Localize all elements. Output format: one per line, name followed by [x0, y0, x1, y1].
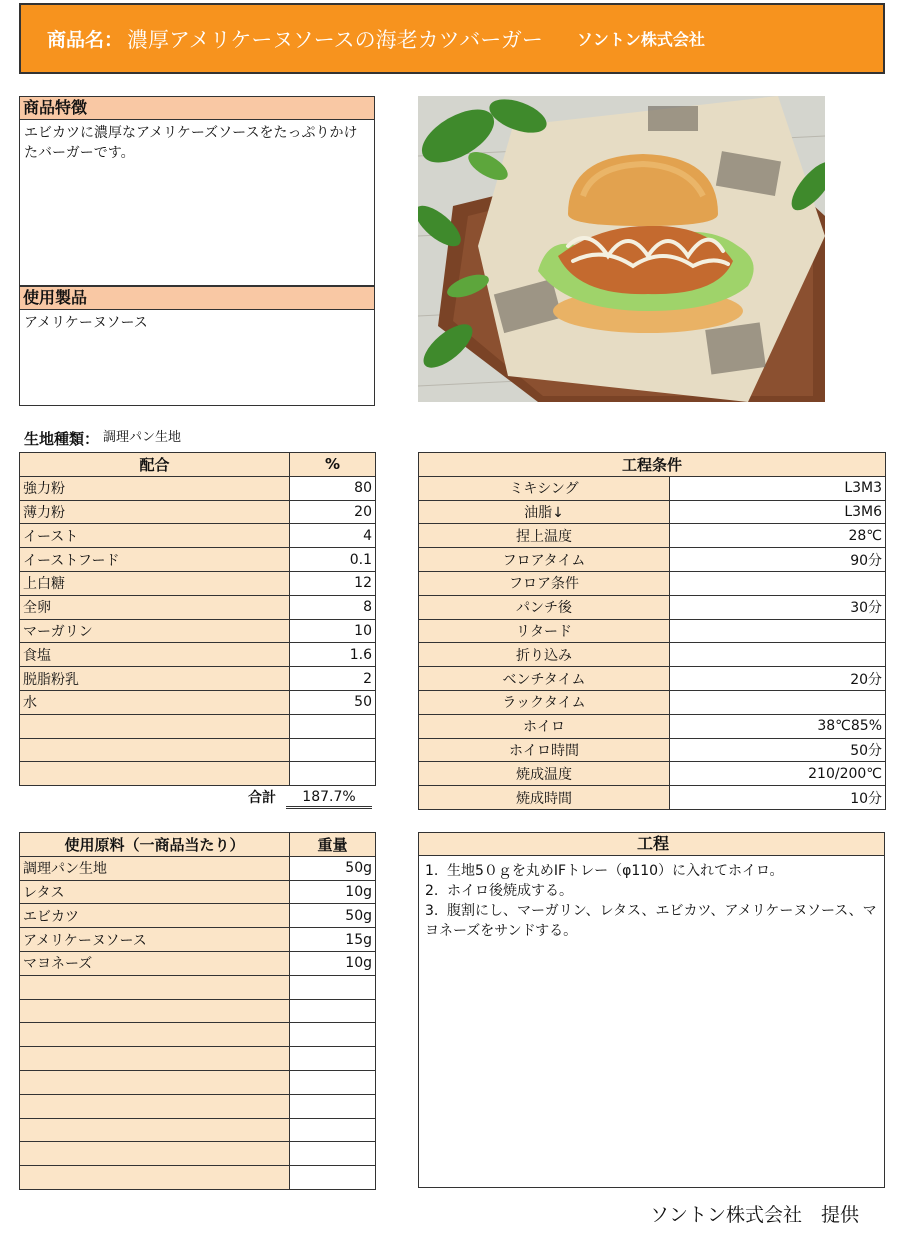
process-section	[418, 832, 885, 1188]
company-name: ソントン株式会社	[576, 30, 705, 49]
recipe-value: 1.6	[290, 643, 376, 667]
conditions-heading: 工程条件	[419, 453, 886, 477]
ingredients-col-weight: 重量	[290, 833, 376, 857]
conditions-table	[418, 452, 886, 810]
condition-label: ラックタイム	[419, 690, 670, 714]
table-row	[20, 1047, 376, 1071]
table-row	[20, 476, 376, 500]
table-row	[419, 524, 886, 548]
burger-illustration	[418, 96, 825, 402]
recipe-header-row	[20, 453, 376, 477]
condition-label: ホイロ時間	[419, 738, 670, 762]
condition-value: 10分	[670, 786, 886, 810]
condition-value: 28℃	[670, 524, 886, 548]
recipe-value: 8	[290, 595, 376, 619]
conditions-header-row	[419, 453, 886, 477]
ingredient-weight	[290, 1166, 376, 1190]
condition-label: 焼成温度	[419, 762, 670, 786]
ingredient-weight: 50g	[290, 904, 376, 928]
ingredient-item	[20, 1094, 290, 1118]
table-row	[20, 643, 376, 667]
table-row	[20, 880, 376, 904]
step-number: 3.	[425, 903, 439, 919]
condition-value: L3M3	[670, 476, 886, 500]
condition-value: 210/200℃	[670, 762, 886, 786]
condition-label: 捏上温度	[419, 524, 670, 548]
table-row	[20, 714, 376, 738]
process-heading: 工程	[419, 833, 884, 856]
table-row	[20, 524, 376, 548]
recipe-item: 強力粉	[20, 476, 290, 500]
condition-value: L3M6	[670, 500, 886, 524]
ingredient-weight: 50g	[290, 856, 376, 880]
recipe-item: 薄力粉	[20, 500, 290, 524]
ingredient-item	[20, 1047, 290, 1071]
condition-label: ベンチタイム	[419, 667, 670, 691]
table-row	[20, 904, 376, 928]
ingredient-item	[20, 1166, 290, 1190]
recipe-item	[20, 714, 290, 738]
recipe-total	[230, 786, 375, 808]
process-steps	[419, 856, 884, 946]
step-text: 生地5０ｇを丸めIFトレー（φ110）に入れてホイロ。	[447, 863, 784, 879]
step-text: 腹割にし、マーガリン、レタス、エビカツ、アメリケーヌソース、マヨネーズをサンドする。	[425, 903, 877, 939]
recipe-value: 50	[290, 690, 376, 714]
table-row	[20, 571, 376, 595]
table-row	[419, 571, 886, 595]
table-row	[20, 500, 376, 524]
step-number: 2.	[425, 883, 439, 899]
ingredient-weight: 10g	[290, 951, 376, 975]
table-row	[20, 856, 376, 880]
ingredient-item	[20, 999, 290, 1023]
dough-type-value: 調理パン生地	[103, 430, 182, 445]
ingredient-weight	[290, 1070, 376, 1094]
table-row	[20, 619, 376, 643]
ingredient-item	[20, 1118, 290, 1142]
table-row	[20, 1094, 376, 1118]
ingredient-weight	[290, 1094, 376, 1118]
condition-label: ホイロ	[419, 714, 670, 738]
recipe-item: 上白糖	[20, 571, 290, 595]
ingredient-item	[20, 1023, 290, 1047]
ingredient-weight	[290, 999, 376, 1023]
ingredient-item	[20, 975, 290, 999]
table-row	[419, 714, 886, 738]
list-item	[425, 881, 878, 901]
recipe-table	[19, 452, 376, 786]
step-text: ホイロ後焼成する。	[447, 883, 573, 899]
recipe-value: 4	[290, 524, 376, 548]
table-row	[419, 500, 886, 524]
product-name-label: 商品名：	[47, 29, 124, 51]
recipe-total-label: 合計	[248, 790, 276, 806]
condition-value	[670, 643, 886, 667]
ingredients-header-row	[20, 833, 376, 857]
condition-value: 30分	[670, 595, 886, 619]
recipe-value: 20	[290, 500, 376, 524]
recipe-item: 脱脂粉乳	[20, 667, 290, 691]
recipe-value: 2	[290, 667, 376, 691]
ingredients-table	[19, 832, 376, 1190]
table-row	[20, 1166, 376, 1190]
ingredient-weight	[290, 975, 376, 999]
ingredient-item	[20, 1070, 290, 1094]
step-number: 1.	[425, 863, 439, 879]
product-name: 濃厚アメリケーヌソースの海老カツバーガー	[127, 27, 543, 52]
recipe-value: 10	[290, 619, 376, 643]
table-row	[20, 762, 376, 786]
table-row	[419, 738, 886, 762]
condition-label: 折り込み	[419, 643, 670, 667]
dough-type-label: 生地種類：	[24, 430, 100, 448]
condition-value: 90分	[670, 548, 886, 572]
ingredient-weight: 15g	[290, 928, 376, 952]
table-row	[419, 595, 886, 619]
recipe-item: 水	[20, 690, 290, 714]
products-used-text: アメリケーヌソース	[24, 315, 148, 331]
ingredient-weight	[290, 1142, 376, 1166]
condition-value	[670, 619, 886, 643]
condition-value: 20分	[670, 667, 886, 691]
table-row	[20, 1023, 376, 1047]
features-heading: 商品特徴	[20, 97, 374, 120]
recipe-total-value: 187.7%	[286, 788, 372, 809]
ingredient-item: 調理パン生地	[20, 856, 290, 880]
products-used-heading: 使用製品	[20, 286, 374, 310]
features-text: エビカツに濃厚なアメリケーズソースをたっぷりかけたバーガーです。	[24, 125, 358, 161]
recipe-col-item: 配合	[20, 453, 290, 477]
condition-value: 50分	[670, 738, 886, 762]
recipe-value	[290, 762, 376, 786]
table-row	[20, 667, 376, 691]
ingredient-weight	[290, 1118, 376, 1142]
table-row	[20, 1142, 376, 1166]
dough-type	[24, 428, 181, 449]
condition-label: ミキシング	[419, 476, 670, 500]
table-row	[419, 667, 886, 691]
ingredient-weight	[290, 1023, 376, 1047]
condition-value	[670, 571, 886, 595]
list-item	[425, 861, 878, 881]
ingredient-item: エビカツ	[20, 904, 290, 928]
features-section	[19, 96, 375, 286]
products-used-section	[19, 286, 375, 406]
recipe-value	[290, 738, 376, 762]
condition-label: 焼成時間	[419, 786, 670, 810]
table-row	[20, 1070, 376, 1094]
table-row	[20, 951, 376, 975]
ingredient-weight	[290, 1047, 376, 1071]
recipe-value	[290, 714, 376, 738]
condition-label: フロアタイム	[419, 548, 670, 572]
table-row	[20, 738, 376, 762]
list-item	[425, 901, 878, 941]
table-row	[419, 476, 886, 500]
table-row	[419, 786, 886, 810]
condition-label: 油脂↓	[419, 500, 670, 524]
table-row	[20, 548, 376, 572]
table-row	[419, 619, 886, 643]
table-row	[419, 690, 886, 714]
table-row	[419, 548, 886, 572]
recipe-item: 食塩	[20, 643, 290, 667]
table-row	[20, 975, 376, 999]
table-row	[20, 690, 376, 714]
recipe-item	[20, 738, 290, 762]
header-banner	[19, 3, 885, 74]
recipe-item	[20, 762, 290, 786]
recipe-item: イーストフード	[20, 548, 290, 572]
condition-value: 38℃85%	[670, 714, 886, 738]
ingredients-col-item: 使用原料（一商品当たり）	[20, 833, 290, 857]
recipe-col-pct: %	[290, 453, 376, 477]
condition-label: フロア条件	[419, 571, 670, 595]
recipe-item: 全卵	[20, 595, 290, 619]
recipe-item: マーガリン	[20, 619, 290, 643]
table-row	[20, 595, 376, 619]
table-row	[419, 643, 886, 667]
recipe-value: 12	[290, 571, 376, 595]
ingredient-item: レタス	[20, 880, 290, 904]
ingredient-item: マヨネーズ	[20, 951, 290, 975]
recipe-value: 80	[290, 476, 376, 500]
condition-value	[670, 690, 886, 714]
condition-label: パンチ後	[419, 595, 670, 619]
condition-label: リタード	[419, 619, 670, 643]
recipe-item: イースト	[20, 524, 290, 548]
table-row	[419, 762, 886, 786]
table-row	[20, 999, 376, 1023]
table-row	[20, 1118, 376, 1142]
ingredient-weight: 10g	[290, 880, 376, 904]
product-photo	[418, 96, 825, 402]
ingredient-item	[20, 1142, 290, 1166]
table-row	[20, 928, 376, 952]
ingredient-item: アメリケーヌソース	[20, 928, 290, 952]
footer-credit: ソントン株式会社 提供	[650, 1204, 860, 1226]
recipe-value: 0.1	[290, 548, 376, 572]
